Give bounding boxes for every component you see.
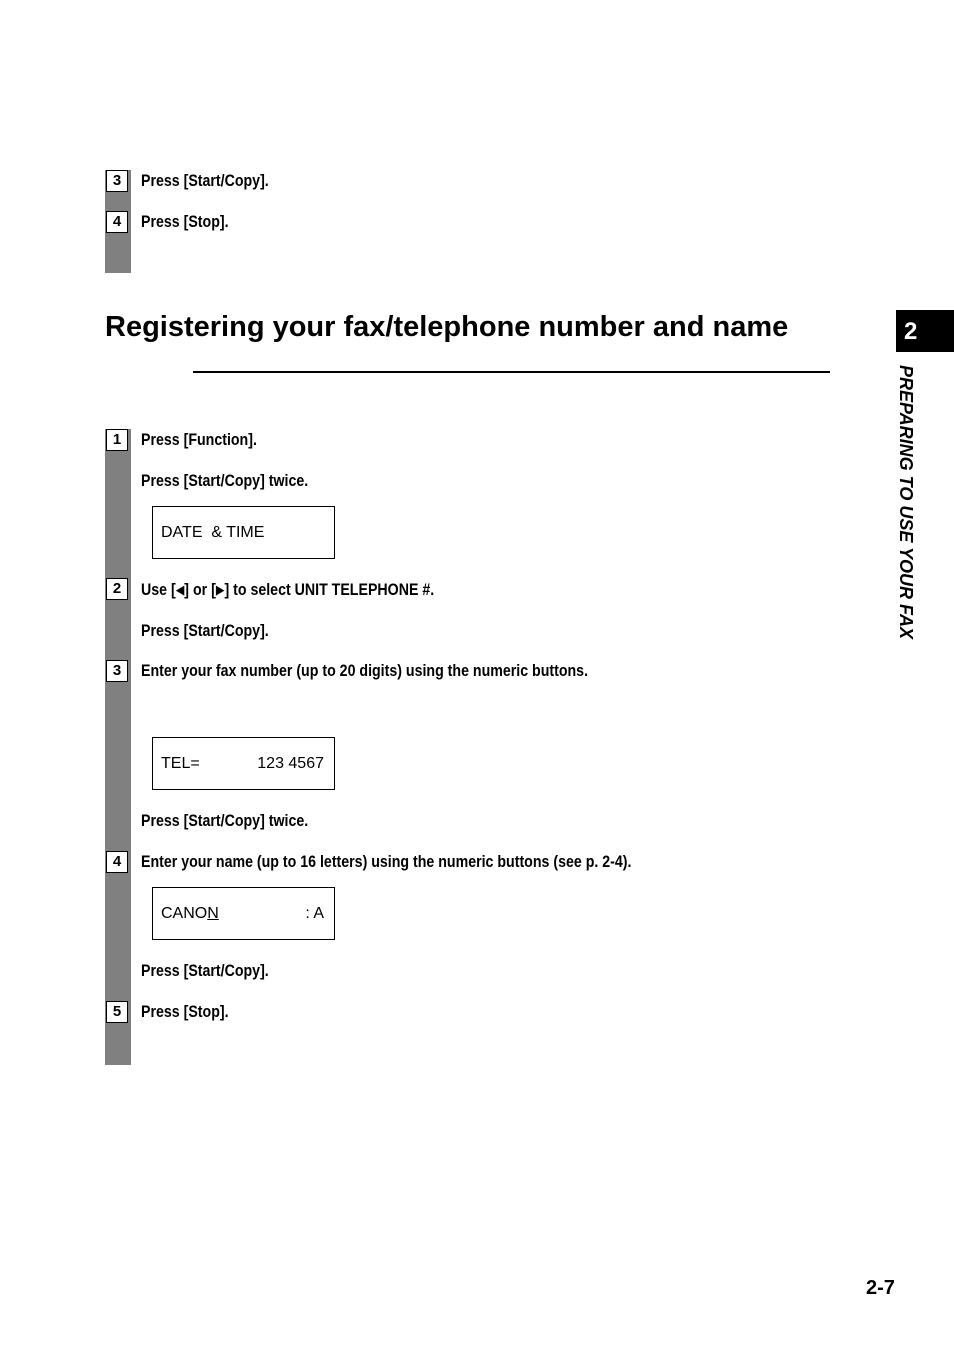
lcd-text: DATE & TIME — [161, 524, 265, 541]
step-subtext: Press [Start/Copy]. — [141, 962, 269, 980]
chapter-title: PREPARING TO USE YOUR FAX — [896, 365, 916, 640]
step-subtext: Press [Start/Copy] twice. — [141, 812, 309, 830]
chapter-label — [893, 365, 917, 725]
step-text: Press [Start/Copy]. — [141, 172, 269, 190]
step-text-part: ] or [ — [184, 581, 216, 599]
step-number: 3 — [106, 170, 128, 192]
step-text: Enter your name (up to 16 letters) using the numeric buttons (see p. 2-4). — [141, 853, 632, 871]
step-text: Enter your fax number (up to 20 digits) using the numeric buttons. — [141, 662, 589, 680]
chapter-tab — [896, 310, 954, 352]
step-number: 2 — [106, 578, 128, 600]
lcd-text — [161, 904, 219, 924]
step-subtext: Press [Start/Copy] twice. — [141, 472, 309, 490]
step-number: 5 — [106, 1001, 128, 1023]
heading-underline — [193, 371, 830, 373]
left-arrow-icon: ◀ — [175, 582, 185, 597]
lcd-mode: : A — [305, 905, 324, 922]
step-text: Press [Function]. — [141, 431, 257, 449]
step-text-part: Use [ — [141, 581, 176, 599]
page-number: 2-7 — [866, 1277, 895, 1299]
right-arrow-icon: ▶ — [215, 582, 225, 597]
step-text: Press [Stop]. — [141, 213, 229, 231]
step-number: 1 — [106, 429, 128, 451]
step-text: Press [Stop]. — [141, 1003, 229, 1021]
procedure-bar — [105, 429, 131, 1065]
lcd-display — [152, 737, 335, 790]
lcd-label: TEL= — [161, 755, 200, 772]
lcd-display — [152, 506, 335, 559]
step-text-part: ] to select UNIT TELEPHONE #. — [224, 581, 435, 599]
step-number: 4 — [106, 851, 128, 873]
lcd-value: 123 4567 — [257, 755, 324, 772]
step-text — [141, 580, 434, 600]
step-number: 3 — [106, 660, 128, 682]
lcd-name: CANO — [161, 905, 208, 922]
lcd-cursor-char: N — [207, 905, 219, 922]
chapter-number: 2 — [904, 318, 918, 345]
section-title: Registering your fax/telephone number and name — [105, 311, 789, 343]
lcd-display — [152, 887, 335, 940]
step-number: 4 — [106, 211, 128, 233]
step-subtext: Press [Start/Copy]. — [141, 622, 269, 640]
